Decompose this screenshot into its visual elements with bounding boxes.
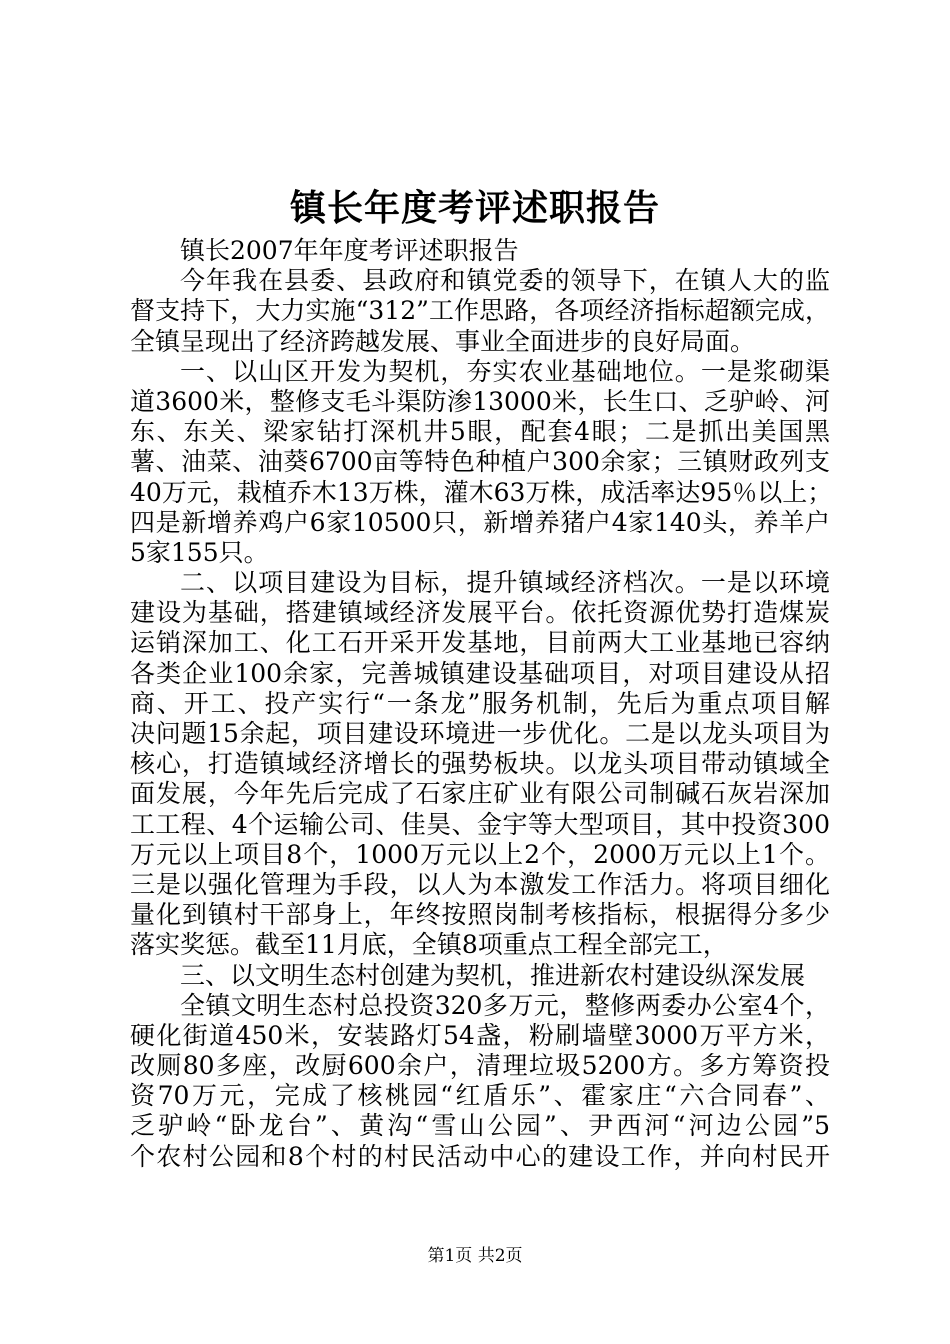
body-line: 今年我在县委、县政府和镇党委的领导下，在镇人大的监: [180, 266, 830, 296]
body-line: 督支持下，大力实施“312”工作思路，各项经济指标超额完成，: [130, 296, 830, 326]
body-line: 资70万元，完成了核桃园“红盾乐”、霍家庄“六合同春”、: [130, 1081, 830, 1111]
body-line: 全镇呈现出了经济跨越发展、事业全面进步的良好局面。: [130, 326, 756, 356]
body-line: 全镇文明生态村总投资320多万元，整修两委办公室4个，: [180, 990, 830, 1020]
body-line: 量化到镇村干部身上，年终按照岗制考核指标，根据得分多少: [130, 900, 830, 930]
body-line: 道3600米，整修支毛斗渠防渗13000米，长生口、乏驴岭、河: [130, 386, 830, 416]
body-line: 建设为基础，搭建镇域经济发展平台。依托资源优势打造煤炭: [130, 598, 830, 628]
body-line: 落实奖惩。截至11月底，全镇8项重点工程全部完工，: [130, 930, 728, 960]
body-line: 薯、油菜、油葵6700亩等特色种植户300余家；三镇财政列支: [130, 447, 830, 477]
body-line: 硬化街道450米，安装路灯54盏，粉刷墙壁3000万平方米，: [130, 1020, 830, 1050]
section-heading: 三、以文明生态村创建为契机，推进新农村建设纵深发展: [180, 960, 806, 990]
body-line: 二、以项目建设为目标，提升镇域经济档次。一是以环境: [180, 568, 830, 598]
body-line: 5家155只。: [130, 537, 269, 567]
body-line: 一、以山区开发为契机，夯实农业基础地位。一是浆砌渠: [180, 356, 830, 386]
page-number-footer: 第1页 共2页: [427, 1246, 523, 1266]
body-line: 运销深加工、化工石开采开发基地，目前两大工业基地已容纳: [130, 628, 830, 658]
body-line: 个农村公园和8个村的村民活动中心的建设工作，并向村民开: [130, 1141, 830, 1171]
body-line: 乏驴岭“卧龙台”、黄沟“雪山公园”、尹西河“河边公园”5: [130, 1111, 830, 1141]
body-line: 工工程、4个运输公司、佳昊、金宇等大型项目，其中投资300: [130, 809, 830, 839]
body-line: 商、开工、投产实行“一条龙”服务机制，先后为重点项目解: [130, 688, 830, 718]
body-line: 东、东关、梁家钻打深机井5眼，配套4眼；二是抓出美国黑: [130, 417, 830, 447]
body-line: 面发展，今年先后完成了石家庄矿业有限公司制碱石灰岩深加: [130, 779, 830, 809]
document-title: 镇长年度考评述职报告: [289, 187, 660, 229]
body-line: 四是新增养鸡户6家10500只，新增养猪户4家140头，养羊户: [130, 507, 830, 537]
body-line: 三是以强化管理为手段，以人为本激发工作活力。将项目细化: [130, 869, 830, 899]
document-body: [130, 236, 833, 1172]
body-line: 核心，打造镇域经济增长的强势板块。以龙头项目带动镇域全: [130, 749, 830, 779]
subtitle-line: 镇长2007年年度考评述职报告: [180, 236, 519, 265]
body-line: 决问题15余起，项目建设环境进一步优化。二是以龙头项目为: [130, 719, 830, 748]
body-line: 万元以上项目8个，1000万元以上2个，2000万元以上1个。: [130, 839, 830, 869]
body-line: 各类企业100余家，完善城镇建设基础项目，对项目建设从招: [130, 658, 830, 688]
body-line: 40万元，栽植乔木13万株，灌木63万株，成活率达95％以上；: [130, 477, 833, 507]
body-line: 改厕80多座，改厨600余户，清理垃圾5200方。多方筹资投: [130, 1051, 830, 1081]
